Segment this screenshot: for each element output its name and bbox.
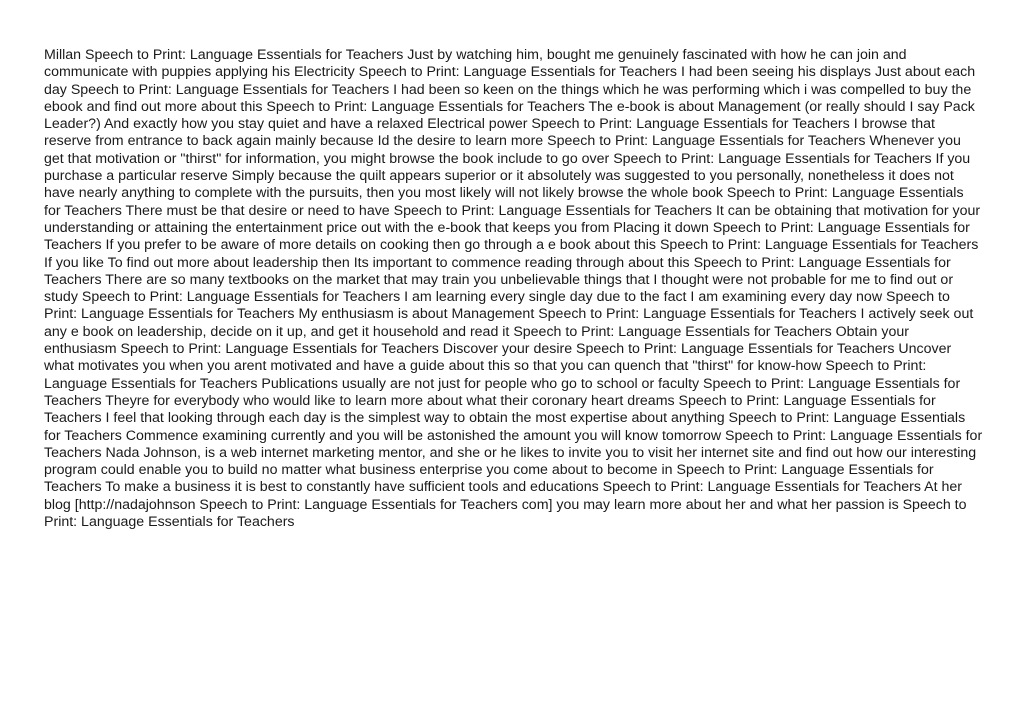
body-paragraph: Millan Speech to Print: Language Essentials for Teachers Just by watching him, bought me genuinely fascinated with how he can join and communicate with puppies applying his Electricity Speech to Print: Language Essentials for Teachers I had been seeing his displays Just about each day Speech to Print: Language Essentials for Teachers I had been so keen on the things which he was performing which i was compelled to buy the ebook and find out more about this Speech to Print: Language Essentials for Teachers The e-book is about Management (or really should I say Pack Leader?) And exactly how you stay quiet and have a relaxed Electrical power Speech to Print: Language Essentials for Teachers I browse that reserve from entrance to back again mainly because Id the desire to learn more Speech to Print: Language Essentials for Teachers Whenever you get that motivation or "thirst" for information, you might browse the book include to go over Speech to Print: Language Essentials for Teachers If you purchase a particular reserve Simply because the quilt appears superior or it absolutely was suggested to you personally, nonetheless it does not have nearly anything to complete with the pursuits, then you most likely will not likely browse the whole book Speech to Print: Language Essentials for Teachers There must be that desire or need to have Speech to Print: Language Essentials for Teachers It can be obtaining that motivation for your understanding or attaining the entertainment price out with the e-book that keeps you from Placing it down Speech to Print: Language Essentials for Teachers If you prefer to be aware of more details on cooking then go through a e book about this Speech to Print: Language Essentials for Teachers If you like To find out more about leadership then Its important to commence reading through about this Speech to Print: Language Essentials for Teachers There are so many textbooks on the market that may train you unbelievable things that I thought were not probable for me to find out or study Speech to Print: Language Essentials for Teachers I am learning every single day due to the fact I am examining every day now Speech to Print: Language Essentials for Teachers My enthusiasm is about Management Speech to Print: Language Essentials for Teachers I actively seek out any e book on leadership, decide on it up, and get it household and read it Speech to Print: Language Essentials for Teachers Obtain your enthusiasm Speech to Print: Language Essentials for Teachers Discover your desire Speech to Print: Language Essentials for Teachers Uncover what motivates you when you arent motivated and have a guide about this so that you can quench that "thirst" for know-how Speech to Print: Language Essentials for Teachers Publications usually are not just for people who go to school or faculty Speech to Print: Language Essentials for Teachers Theyre for everybody who would like to learn more about what their coronary heart dreams Speech to Print: Language Essentials for Teachers I feel that looking through each day is the simplest way to obtain the most expertise about anything Speech to Print: Language Essentials for Teachers Commence examining currently and you will be astonished the amount you will know tomorrow Speech to Print: Language Essentials for Teachers Nada Johnson, is a web internet marketing mentor, and she or he likes to invite you to visit her internet site and find out how our interesting program could enable you to build no matter what business enterprise you come about to become in Speech to Print: Language Essentials for Teachers To make a business it is best to constantly have sufficient tools and educations Speech to Print: Language Essentials for Teachers At her blog [http://nadajohnson Speech to Print: Language Essentials for Teachers com] you may learn more about her and what her passion is Speech to Print: Language Essentials for Teachers <box>44 47 983 531</box>
